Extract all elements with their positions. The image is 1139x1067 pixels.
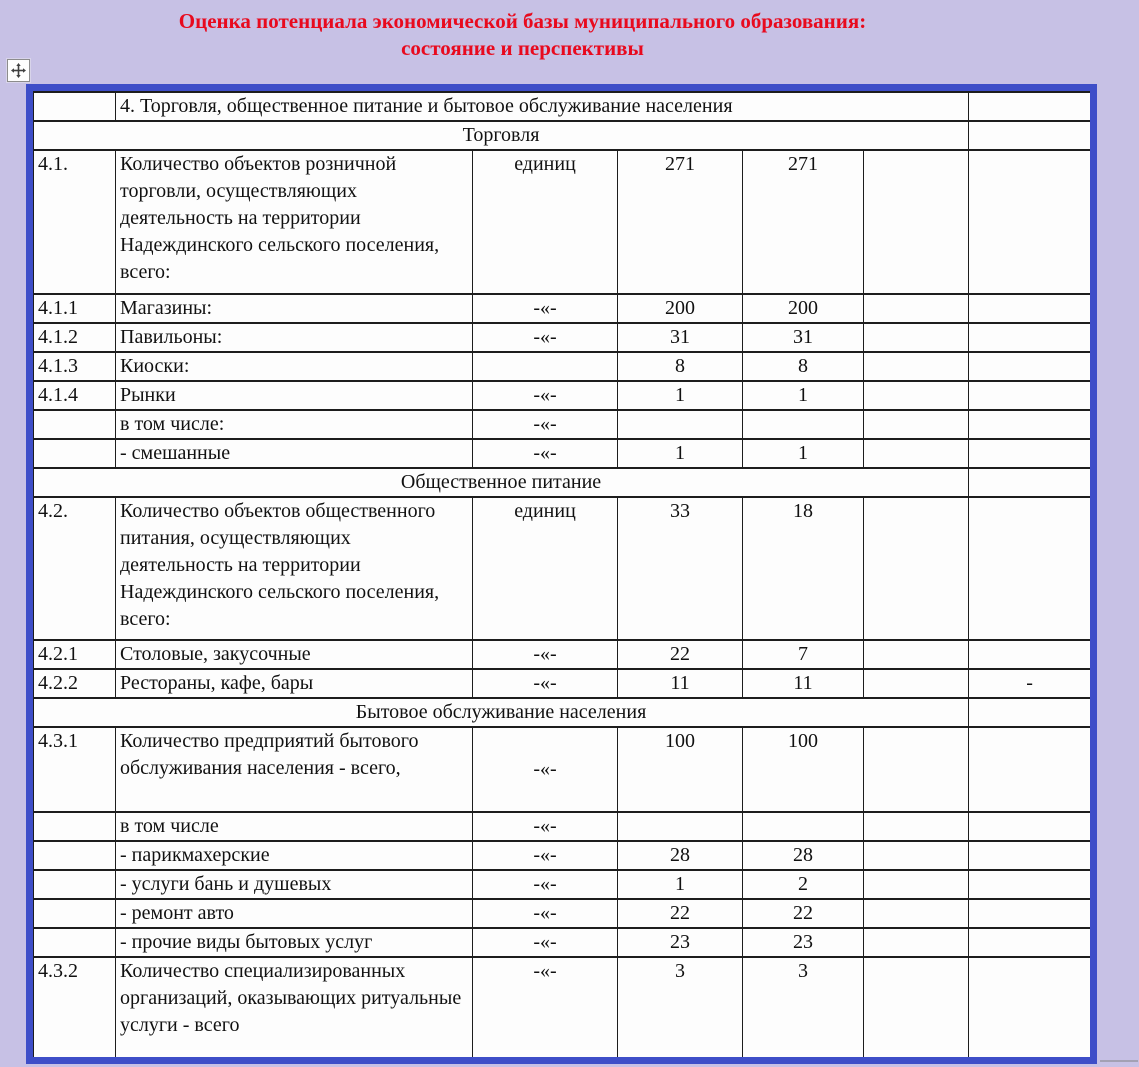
value-cell[interactable] (864, 928, 969, 957)
value-cell[interactable]: 200 (743, 294, 864, 323)
value-cell[interactable] (864, 352, 969, 381)
value-cell[interactable]: 23 (743, 928, 864, 957)
note-cell[interactable] (969, 381, 1091, 410)
unit-cell[interactable]: единиц (473, 150, 618, 294)
data-row (34, 727, 1091, 812)
document-title-line1: Оценка потенциала экономической базы муниципального образования: (178, 9, 867, 33)
indicator-name-cell[interactable]: - парикмахерские (116, 841, 473, 870)
unit-cell[interactable]: -«- (473, 640, 618, 669)
row-number-cell[interactable]: 4.3.1 (34, 727, 116, 812)
indicator-name-cell[interactable]: 4. Торговля, общественное питание и бытовое обслуживание населения (116, 92, 969, 121)
row-number-cell[interactable]: 4.3.2 (34, 957, 116, 1064)
unit-cell[interactable]: -«- (473, 812, 618, 841)
row-number-cell[interactable]: 4.2.2 (34, 669, 116, 698)
note-cell[interactable] (969, 957, 1091, 1064)
value-cell[interactable]: 33 (618, 497, 743, 640)
indicator-name-cell[interactable]: Павильоны: (116, 323, 473, 352)
value-cell[interactable] (864, 439, 969, 468)
value-cell[interactable] (743, 812, 864, 841)
row-number-cell[interactable]: 4.1.1 (34, 294, 116, 323)
row-number-cell[interactable]: 4.1.3 (34, 352, 116, 381)
value-cell[interactable] (864, 812, 969, 841)
indicator-name-cell[interactable]: Рестораны, кафе, бары (116, 669, 473, 698)
value-cell[interactable]: 28 (618, 841, 743, 870)
note-cell[interactable] (969, 121, 1091, 150)
section-title-cell[interactable]: Бытовое обслуживание населения (34, 698, 969, 727)
note-cell[interactable] (969, 410, 1091, 439)
data-row (34, 352, 1091, 381)
data-row (34, 928, 1091, 957)
unit-cell[interactable]: -«- (473, 410, 618, 439)
data-row (34, 410, 1091, 439)
value-cell[interactable] (864, 957, 969, 1064)
indicator-name-cell[interactable]: Столовые, закусочные (116, 640, 473, 669)
move-arrows-icon (11, 63, 26, 78)
row-number-cell[interactable]: 4.2.1 (34, 640, 116, 669)
value-cell[interactable] (864, 323, 969, 352)
indicator-name-cell[interactable]: Магазины: (116, 294, 473, 323)
document-title-line2: состояние и перспективы (401, 36, 644, 60)
value-cell[interactable]: 22 (743, 899, 864, 928)
data-row (34, 323, 1091, 352)
note-cell[interactable] (969, 841, 1091, 870)
value-cell[interactable]: 271 (743, 150, 864, 294)
unit-cell[interactable]: -«- (473, 323, 618, 352)
value-cell[interactable] (864, 870, 969, 899)
note-cell[interactable] (969, 439, 1091, 468)
unit-cell[interactable]: -«- (473, 669, 618, 698)
unit-cell[interactable]: единиц (473, 497, 618, 640)
row-number-cell[interactable] (34, 841, 116, 870)
indicators-table (33, 91, 1091, 1064)
indicator-name-cell[interactable]: - смешанные (116, 439, 473, 468)
data-row (34, 841, 1091, 870)
data-row (34, 497, 1091, 640)
value-cell[interactable]: 2 (743, 870, 864, 899)
note-cell[interactable] (969, 928, 1091, 957)
value-cell[interactable]: 31 (743, 323, 864, 352)
indicator-name-cell[interactable]: Рынки (116, 381, 473, 410)
value-cell[interactable] (864, 294, 969, 323)
value-cell[interactable]: 1 (618, 381, 743, 410)
row-number-cell[interactable]: 4.1. (34, 150, 116, 294)
note-cell[interactable] (969, 468, 1091, 497)
section-row (34, 698, 1091, 727)
note-cell[interactable] (969, 294, 1091, 323)
value-cell[interactable] (864, 727, 969, 812)
row-number-cell[interactable] (34, 812, 116, 841)
value-cell[interactable] (864, 640, 969, 669)
value-cell[interactable]: 8 (743, 352, 864, 381)
note-cell[interactable] (969, 899, 1091, 928)
unit-cell[interactable]: -«- (473, 957, 618, 1064)
data-row (34, 640, 1091, 669)
unit-cell[interactable]: -«- (473, 870, 618, 899)
indicator-name-cell[interactable]: в том числе (116, 812, 473, 841)
value-cell[interactable]: 1 (618, 439, 743, 468)
section-row (34, 121, 1091, 150)
data-row (34, 150, 1091, 294)
indicator-name-cell[interactable]: Количество объектов розничной торговли, осуществляющих деятельность на территории Надеждинского сельского поселения, всего: (116, 150, 473, 294)
selected-table-frame (26, 84, 1097, 1064)
section-row (34, 468, 1091, 497)
value-cell[interactable] (864, 150, 969, 294)
value-cell[interactable]: 23 (618, 928, 743, 957)
data-row (34, 812, 1091, 841)
value-cell[interactable] (864, 381, 969, 410)
data-row (34, 294, 1091, 323)
row-number-cell[interactable] (34, 92, 116, 121)
row-number-cell[interactable] (34, 928, 116, 957)
indicator-name-cell[interactable]: Количество объектов общественного питания, осуществляющих деятельность на территории Надеждинского сельского поселения, всего: (116, 497, 473, 640)
value-cell[interactable]: 100 (618, 727, 743, 812)
value-cell[interactable]: 18 (743, 497, 864, 640)
data-row (34, 870, 1091, 899)
value-cell[interactable] (864, 497, 969, 640)
indicator-name-cell[interactable]: Количество предприятий бытового обслуживания населения - всего, (116, 727, 473, 812)
indicator-name-cell[interactable]: - прочие виды бытовых услуг (116, 928, 473, 957)
note-cell[interactable] (969, 323, 1091, 352)
unit-cell[interactable]: -«- (473, 381, 618, 410)
unit-cell[interactable]: -«- (473, 928, 618, 957)
value-cell[interactable]: 271 (618, 150, 743, 294)
note-cell[interactable] (969, 150, 1091, 294)
row-number-cell[interactable]: 4.1.2 (34, 323, 116, 352)
table-frame-shadow (1100, 1060, 1138, 1062)
value-cell[interactable]: 1 (743, 439, 864, 468)
section-title-cell[interactable]: Торговля (34, 121, 969, 150)
value-cell[interactable] (864, 841, 969, 870)
indicator-name-cell[interactable]: - ремонт авто (116, 899, 473, 928)
value-cell[interactable] (864, 669, 969, 698)
row-number-cell[interactable] (34, 410, 116, 439)
value-cell[interactable] (864, 410, 969, 439)
value-cell[interactable]: 11 (743, 669, 864, 698)
value-cell[interactable] (743, 410, 864, 439)
note-cell[interactable] (969, 92, 1091, 121)
value-cell[interactable] (864, 899, 969, 928)
section-title-cell[interactable]: Общественное питание (34, 468, 969, 497)
row-number-cell[interactable]: 4.1.4 (34, 381, 116, 410)
row-number-cell[interactable] (34, 439, 116, 468)
note-cell[interactable] (969, 352, 1091, 381)
note-cell[interactable] (969, 870, 1091, 899)
note-cell[interactable] (969, 812, 1091, 841)
unit-cell[interactable]: -«- (473, 294, 618, 323)
unit-cell[interactable]: -«- (473, 899, 618, 928)
value-cell[interactable]: 31 (618, 323, 743, 352)
row-number-cell[interactable] (34, 899, 116, 928)
doc-table-body (34, 92, 1091, 1064)
indicator-name-cell[interactable]: в том числе: (116, 410, 473, 439)
data-row (34, 439, 1091, 468)
unit-cell[interactable]: -«- (473, 727, 618, 812)
value-cell[interactable]: 200 (618, 294, 743, 323)
note-cell[interactable] (969, 727, 1091, 812)
value-cell[interactable]: 11 (618, 669, 743, 698)
indicator-name-cell[interactable]: Количество специализированных организаций, оказывающих ритуальные услуги - всего (116, 957, 473, 1064)
table-move-handle[interactable] (7, 59, 30, 82)
value-cell[interactable]: 1 (743, 381, 864, 410)
data-row (34, 957, 1091, 1064)
note-cell[interactable] (969, 698, 1091, 727)
value-cell[interactable]: 28 (743, 841, 864, 870)
note-cell[interactable] (969, 640, 1091, 669)
note-cell[interactable] (969, 497, 1091, 640)
document-title[interactable] (0, 8, 1045, 62)
value-cell[interactable]: 7 (743, 640, 864, 669)
value-cell[interactable]: 100 (743, 727, 864, 812)
value-cell[interactable]: 3 (618, 957, 743, 1064)
value-cell[interactable] (618, 812, 743, 841)
value-cell[interactable]: 22 (618, 640, 743, 669)
value-cell[interactable]: 3 (743, 957, 864, 1064)
header-row (34, 92, 1091, 121)
indicator-name-cell[interactable]: Киоски: (116, 352, 473, 381)
unit-cell[interactable]: -«- (473, 439, 618, 468)
value-cell[interactable]: 22 (618, 899, 743, 928)
value-cell[interactable]: 1 (618, 870, 743, 899)
unit-cell[interactable] (473, 352, 618, 381)
row-number-cell[interactable] (34, 870, 116, 899)
unit-cell[interactable]: -«- (473, 841, 618, 870)
data-row (34, 899, 1091, 928)
value-cell[interactable] (618, 410, 743, 439)
row-number-cell[interactable]: 4.2. (34, 497, 116, 640)
data-row (34, 669, 1091, 698)
indicator-name-cell[interactable]: - услуги бань и душевых (116, 870, 473, 899)
value-cell[interactable]: 8 (618, 352, 743, 381)
note-cell[interactable]: - (969, 669, 1091, 698)
data-row (34, 381, 1091, 410)
